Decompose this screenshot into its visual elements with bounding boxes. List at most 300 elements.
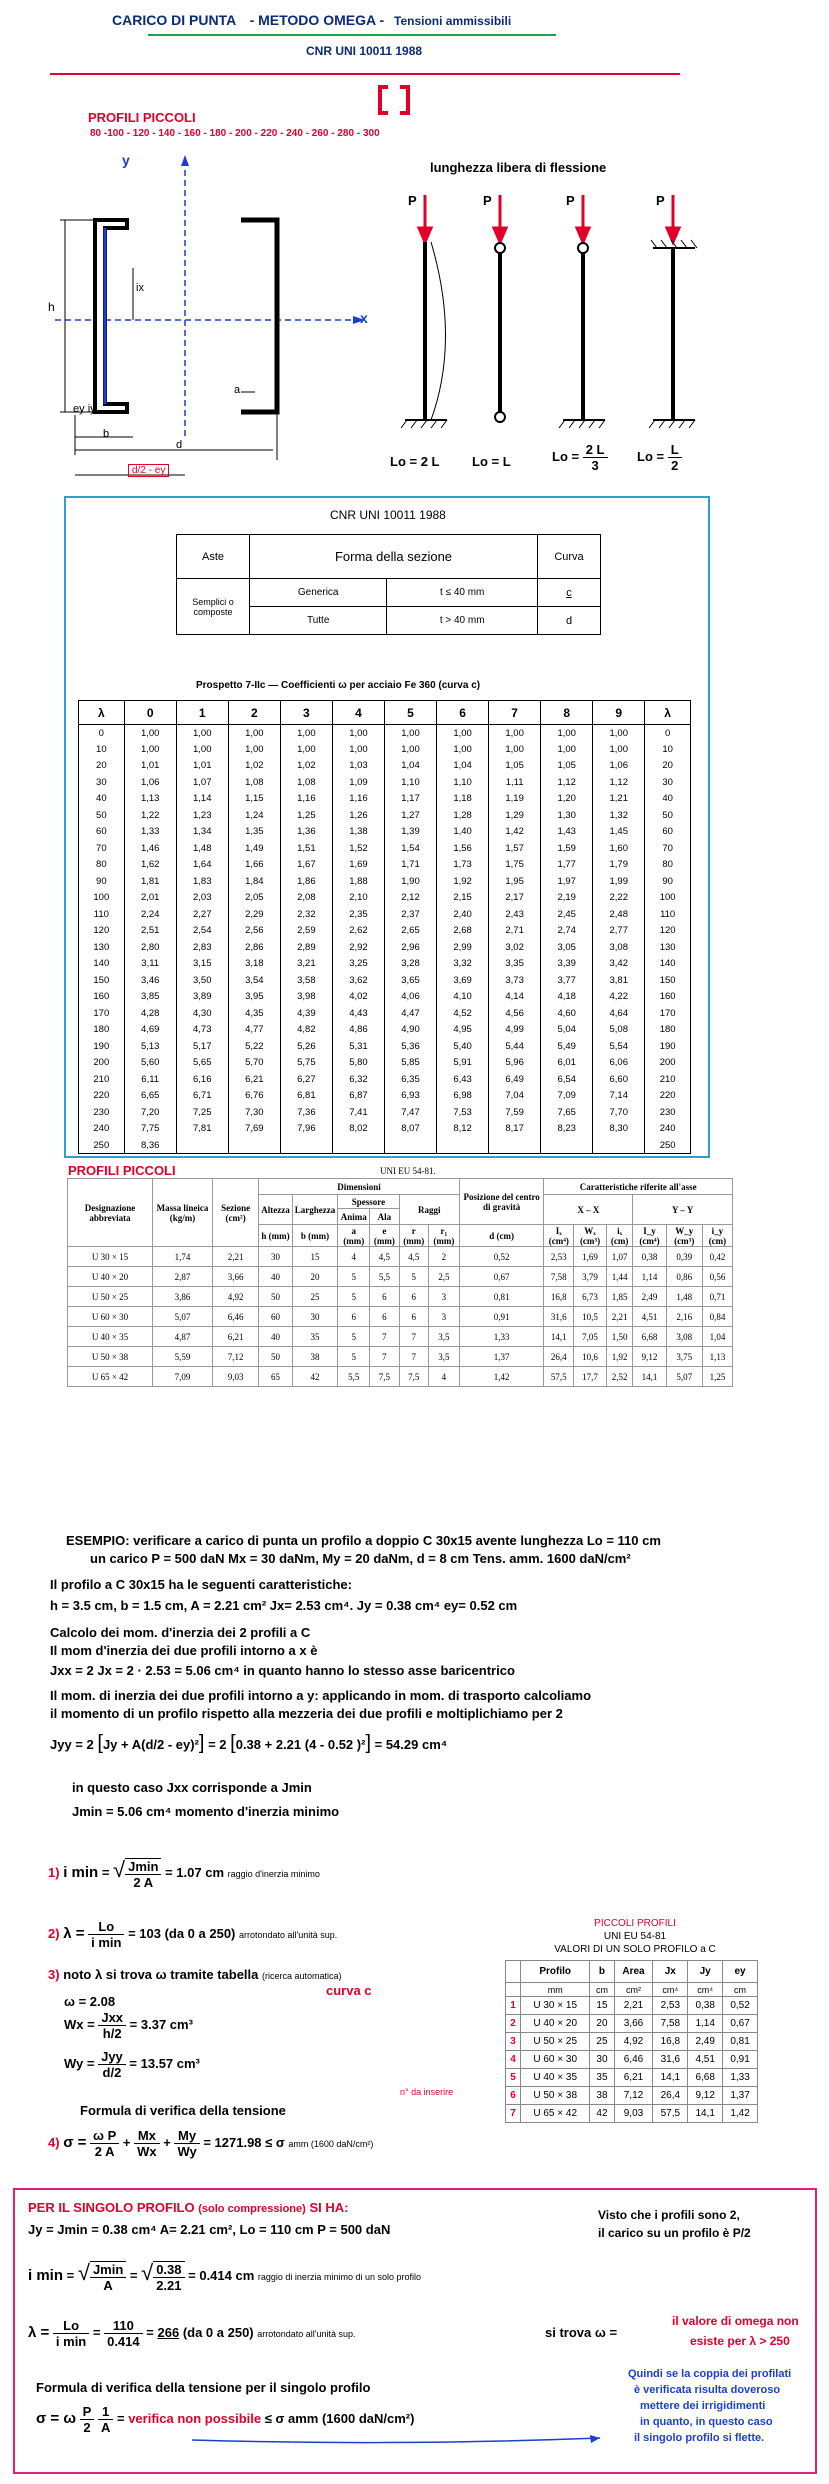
omega-cell: 1,81 xyxy=(124,873,176,890)
uni-cell: U 65 × 42 xyxy=(68,1367,153,1387)
n-inserire-label: n° da inserire xyxy=(400,2087,454,2097)
step-2-frac-num: Lo xyxy=(88,1919,124,1935)
lo3-prefix: Lo = xyxy=(552,448,580,464)
label-ey-iy xyxy=(73,403,96,415)
uni-row xyxy=(68,1307,733,1327)
omega-cell xyxy=(437,1137,489,1154)
uni-cell: 0,42 xyxy=(702,1247,732,1267)
single-lambda-range: (da 0 a 250) xyxy=(182,2324,254,2340)
uni-cell: 14,1 xyxy=(633,1367,666,1387)
omega-row xyxy=(79,939,691,956)
uni-h-ala: Ala xyxy=(370,1209,399,1225)
single-imin-result: = 0.414 cm xyxy=(188,2268,255,2283)
step-4-a-num: ω P xyxy=(90,2128,119,2144)
pp-cell: U 40 × 35 xyxy=(521,2069,590,2087)
omega-cell: 180 xyxy=(79,1022,125,1039)
omega-cell: 3,65 xyxy=(384,972,436,989)
omega-cell xyxy=(332,1137,384,1154)
omega-cell: 1,08 xyxy=(228,774,280,791)
omega-cell: 2,22 xyxy=(593,890,645,907)
single-blue-note-1: Quindi se la coppia dei profilati xyxy=(628,2368,792,2380)
pp-cell: 1,37 xyxy=(723,2087,758,2105)
pp-row-index[interactable]: 1 xyxy=(506,1997,521,2015)
uni-row xyxy=(68,1287,733,1307)
title-part2: - METODO OMEGA - xyxy=(249,12,385,28)
uni-cell: 42 xyxy=(292,1367,338,1387)
single-blue-note-2: è verificata risulta doveroso xyxy=(634,2384,781,2396)
omega-cell: 1,00 xyxy=(124,741,176,758)
omega-cell: 4,47 xyxy=(384,1005,436,1022)
uni-cell: 0,56 xyxy=(702,1267,732,1287)
example-line-11: in questo caso Jxx corrisponde a Jmin xyxy=(72,1780,312,1795)
title-part3: Tensioni ammissibili xyxy=(394,14,512,28)
pp-row[interactable] xyxy=(506,1997,758,2015)
uni-cell: 2,21 xyxy=(606,1307,632,1327)
omega-cell: 2,05 xyxy=(228,890,280,907)
omega-cell: 2,27 xyxy=(176,906,228,923)
example-line-6: Il mom d'inerzia dei due profili intorno a x è xyxy=(50,1643,318,1658)
omega-col-header: 2 xyxy=(228,701,280,725)
omega-cell: 120 xyxy=(645,923,691,940)
uni-h-raggi: Raggi xyxy=(399,1195,459,1225)
omega-cell: 6,06 xyxy=(593,1055,645,1072)
example-jyy-formula: Jyy = 2 [Jy + A(d/2 - ey)²] = 2 [0.38 + 2.21 (4 - 0.52 )²] = 54.29 cm⁴ xyxy=(50,1732,448,1754)
wy-result: = 13.57 cm³ xyxy=(129,2055,200,2071)
jyy-eq: = 2 xyxy=(208,1737,227,1752)
omega-cell: 1,90 xyxy=(384,873,436,890)
pp-row[interactable] xyxy=(506,2087,758,2105)
omega-cell: 7,81 xyxy=(176,1121,228,1138)
omega-cell: 3,11 xyxy=(124,956,176,973)
omega-cell: 2,83 xyxy=(176,939,228,956)
omega-cell: 200 xyxy=(645,1055,691,1072)
omega-cell xyxy=(384,1137,436,1154)
uni-cell: 6 xyxy=(399,1307,428,1327)
pp-col-header: Jx xyxy=(653,1961,688,1983)
omega-cell: 210 xyxy=(79,1071,125,1088)
omega-cell: 1,75 xyxy=(489,857,541,874)
uni-row xyxy=(68,1327,733,1347)
omega-row xyxy=(79,791,691,808)
uni-cell: 0,38 xyxy=(633,1247,666,1267)
omega-cell: 1,79 xyxy=(593,857,645,874)
uni-cell: 3,5 xyxy=(428,1347,459,1367)
omega-cell: 4,14 xyxy=(489,989,541,1006)
omega-cell: 1,22 xyxy=(124,807,176,824)
omega-cell: 8,17 xyxy=(489,1121,541,1138)
omega-cell: 1,10 xyxy=(437,774,489,791)
pp-cell: U 40 × 20 xyxy=(521,2015,590,2033)
single-si-trova: si trova ω = xyxy=(545,2325,618,2340)
omega-cell: 4,95 xyxy=(437,1022,489,1039)
uni-cell: 6,46 xyxy=(213,1307,259,1327)
omega-cell: 4,82 xyxy=(280,1022,332,1039)
pp-row-index[interactable]: 3 xyxy=(506,2033,521,2051)
step-4-result: = 1271.98 ≤ σ xyxy=(203,2134,285,2150)
pp-cell: U 30 × 15 xyxy=(521,1997,590,2015)
omega-row xyxy=(79,972,691,989)
pp-cell: 25 xyxy=(590,2033,614,2051)
pp-cell: 38 xyxy=(590,2087,614,2105)
profili-label: PROFILI PICCOLI xyxy=(88,110,196,125)
uni-cell: 16,8 xyxy=(544,1287,574,1307)
uni-cell: 5 xyxy=(338,1267,370,1287)
pp-row-index[interactable]: 5 xyxy=(506,2069,521,2087)
uni-cell: 1,04 xyxy=(702,1327,732,1347)
uni-h-xx: X – X xyxy=(544,1195,633,1225)
omega-cell: 1,00 xyxy=(280,725,332,742)
omega-cell: 1,64 xyxy=(176,857,228,874)
uni-cell: 3,66 xyxy=(213,1267,259,1287)
single-note-2: il carico su un profilo è P/2 xyxy=(598,2226,751,2240)
omega-cell: 80 xyxy=(79,857,125,874)
omega-cell: 20 xyxy=(645,758,691,775)
step-2-lhs: λ = xyxy=(63,1924,85,1942)
uni-h-yy: Y – Y xyxy=(633,1195,733,1225)
omega-col-header: 6 xyxy=(437,701,489,725)
omega-cell: 220 xyxy=(645,1088,691,1105)
uni-cell: 0,52 xyxy=(459,1247,544,1267)
omega-cell: 2,59 xyxy=(280,923,332,940)
single-blue-note-3: mettere dei irrigidimenti xyxy=(640,2400,766,2412)
omega-cell: 4,10 xyxy=(437,989,489,1006)
lo4-num: L xyxy=(668,442,682,458)
single-sigma-num2: 1 xyxy=(98,2404,113,2420)
pp-cell: 35 xyxy=(590,2069,614,2087)
omega-col-header: 3 xyxy=(280,701,332,725)
omega-cell: 1,42 xyxy=(489,824,541,841)
pp-row[interactable] xyxy=(506,2033,758,2051)
uni-cell: 35 xyxy=(292,1327,338,1347)
curve-table xyxy=(176,534,601,635)
step-4-lhs: σ = xyxy=(63,2133,87,2151)
omega-cell: 90 xyxy=(645,873,691,890)
step-3-curve: curva c xyxy=(326,1983,372,1998)
omega-cell: 1,27 xyxy=(384,807,436,824)
uni-cell: 2,87 xyxy=(153,1267,213,1287)
uni-cell: 5,59 xyxy=(153,1347,213,1367)
uni-cell: 40 xyxy=(259,1327,292,1347)
uni-cell: 0,39 xyxy=(666,1247,702,1267)
omega-cell: 3,89 xyxy=(176,989,228,1006)
omega-cell: 1,43 xyxy=(541,824,593,841)
pp-cell: 6,68 xyxy=(688,2069,723,2087)
omega-cell: 6,98 xyxy=(437,1088,489,1105)
omega-cell: 20 xyxy=(79,758,125,775)
uni-cell: 3 xyxy=(428,1307,459,1327)
omega-cell: 1,48 xyxy=(176,840,228,857)
omega-cell: 1,00 xyxy=(593,741,645,758)
pp-row[interactable] xyxy=(506,2051,758,2069)
omega-cell: 1,88 xyxy=(332,873,384,890)
label-b: b xyxy=(103,428,110,440)
step-3 xyxy=(48,1967,342,1982)
omega-cell: 8,02 xyxy=(332,1121,384,1138)
uni-cell: 25 xyxy=(292,1287,338,1307)
omega-cell xyxy=(593,1137,645,1154)
omega-cell: 200 xyxy=(79,1055,125,1072)
omega-cell: 2,86 xyxy=(228,939,280,956)
pp-cell: 4,92 xyxy=(614,2033,653,2051)
single-imin-den1: A xyxy=(103,2277,113,2293)
uni-cell: 30 xyxy=(259,1247,292,1267)
omega-cell: 3,62 xyxy=(332,972,384,989)
pp-row[interactable] xyxy=(506,2069,758,2087)
single-imin-den2: 2.21 xyxy=(156,2277,182,2293)
omega-cell: 4,30 xyxy=(176,1005,228,1022)
omega-col-header: 9 xyxy=(593,701,645,725)
step-4-b-num: Mx xyxy=(134,2128,160,2144)
omega-row xyxy=(79,1088,691,1105)
omega-cell: 1,00 xyxy=(489,725,541,742)
single-sigma-tail: ≤ σ amm (1600 daN/cm²) xyxy=(264,2410,415,2426)
label-a: a xyxy=(234,384,241,396)
pp-row-index[interactable]: 6 xyxy=(506,2087,521,2105)
wy-den: d/2 xyxy=(102,2065,122,2080)
pp-row[interactable] xyxy=(506,2015,758,2033)
omega-cell: 1,46 xyxy=(124,840,176,857)
omega-row xyxy=(79,956,691,973)
uni-cell: 30 xyxy=(292,1307,338,1327)
single-sigma-den2: A xyxy=(100,2420,111,2435)
omega-col-header: 0 xyxy=(124,701,176,725)
pp-index-unit xyxy=(506,1983,521,1997)
omega-cell: 1,00 xyxy=(489,741,541,758)
omega-cell: 90 xyxy=(79,873,125,890)
single-title-main: PER IL SINGOLO PROFILO xyxy=(28,2200,195,2215)
omega-cell: 1,51 xyxy=(280,840,332,857)
omega-cell: 1,00 xyxy=(541,741,593,758)
lo4-prefix: Lo = xyxy=(637,448,665,464)
uni-cell: 0,86 xyxy=(666,1267,702,1287)
omega-cell: 2,74 xyxy=(541,923,593,940)
omega-cell: 100 xyxy=(645,890,691,907)
uni-cell: 20 xyxy=(292,1267,338,1287)
uni-h-designazione: Designazione abbreviata xyxy=(68,1179,153,1247)
omega-cell: 7,65 xyxy=(541,1104,593,1121)
omega-cell xyxy=(280,1137,332,1154)
lo-label-4 xyxy=(637,442,682,473)
load-p-2: P xyxy=(483,193,492,208)
green-rule xyxy=(148,34,556,36)
omega-cell: 7,20 xyxy=(124,1104,176,1121)
omega-cell: 3,81 xyxy=(593,972,645,989)
pp-row-index[interactable]: 4 xyxy=(506,2051,521,2069)
uni-cell: 2,21 xyxy=(213,1247,259,1267)
omega-cell: 1,30 xyxy=(541,807,593,824)
single-imin-eq2: = xyxy=(129,2268,138,2283)
step-1-frac-num: Jmin xyxy=(125,1859,161,1875)
omega-cell: 1,05 xyxy=(541,758,593,775)
omega-cell: 4,69 xyxy=(124,1022,176,1039)
omega-cell: 160 xyxy=(645,989,691,1006)
omega-cell: 2,24 xyxy=(124,906,176,923)
uni-cell: 50 xyxy=(259,1347,292,1367)
omega-row xyxy=(79,1121,691,1138)
pp-col-header: ey xyxy=(723,1961,758,1983)
omega-cell: 1,09 xyxy=(332,774,384,791)
omega-cell: 7,96 xyxy=(280,1121,332,1138)
omega-cell: 7,53 xyxy=(437,1104,489,1121)
omega-cell: 6,43 xyxy=(437,1071,489,1088)
step-2-note: arrotondato all'unità sup. xyxy=(239,1929,338,1940)
omega-row xyxy=(79,989,691,1006)
omega-cell: 1,71 xyxy=(384,857,436,874)
single-blue-note-4: in quanto, in questo caso xyxy=(640,2416,773,2428)
omega-cell: 1,52 xyxy=(332,840,384,857)
omega-cell: 3,35 xyxy=(489,956,541,973)
omega-cell: 3,46 xyxy=(124,972,176,989)
uni-cell: 5,5 xyxy=(370,1267,399,1287)
omega-cell: 2,01 xyxy=(124,890,176,907)
omega-cell: 1,16 xyxy=(332,791,384,808)
omega-cell: 240 xyxy=(79,1121,125,1138)
uni-unit-header: Iₓ (cm⁴) xyxy=(544,1225,574,1247)
uni-cell: 4,92 xyxy=(213,1287,259,1307)
pp-cell: 1,42 xyxy=(723,2105,758,2123)
omega-row xyxy=(79,923,691,940)
channel-symbol-icon xyxy=(376,84,412,116)
uni-cell: 17,7 xyxy=(574,1367,607,1387)
uni-cell: 1,07 xyxy=(606,1247,632,1267)
omega-cell: 4,02 xyxy=(332,989,384,1006)
curve-cond2: t > 40 mm xyxy=(387,607,538,635)
omega-cell: 250 xyxy=(645,1137,691,1154)
uni-cell: 6 xyxy=(399,1287,428,1307)
pp-unit-header: cm xyxy=(590,1983,614,1997)
omega-cell: 1,00 xyxy=(124,725,176,742)
step-3-note: (ricerca automatica) xyxy=(262,1971,342,1981)
omega-cell: 1,35 xyxy=(228,824,280,841)
pp-row-index[interactable]: 2 xyxy=(506,2015,521,2033)
uni-cell: 3,75 xyxy=(666,1347,702,1367)
omega-cell: 60 xyxy=(645,824,691,841)
omega-cell: 170 xyxy=(79,1005,125,1022)
uni-cell: 1,69 xyxy=(574,1247,607,1267)
step-2-number: 2) xyxy=(48,1925,60,1941)
omega-cell: 240 xyxy=(645,1121,691,1138)
wx-num: Jxx xyxy=(98,2010,126,2026)
pp-cell: 0,38 xyxy=(688,1997,723,2015)
step-1-result: = 1.07 cm xyxy=(165,1865,224,1880)
omega-cell: 7,14 xyxy=(593,1088,645,1105)
step-3-number: 3) xyxy=(48,1967,60,1982)
pp-col-header: Area xyxy=(614,1961,653,1983)
omega-cell: 5,26 xyxy=(280,1038,332,1055)
omega-cell: 120 xyxy=(79,923,125,940)
uni-cell: 0,81 xyxy=(459,1287,544,1307)
omega-cell: 1,12 xyxy=(541,774,593,791)
uni-table-source: UNI EU 54-81. xyxy=(380,1166,436,1176)
omega-cell: 3,95 xyxy=(228,989,280,1006)
omega-cell: 1,19 xyxy=(489,791,541,808)
omega-cell: 110 xyxy=(79,906,125,923)
pp-cell: 2,49 xyxy=(688,2033,723,2051)
omega-cell: 2,92 xyxy=(332,939,384,956)
uni-h-spessore: Spessore xyxy=(338,1195,399,1209)
uni-cell: U 40 × 20 xyxy=(68,1267,153,1287)
omega-cell: 220 xyxy=(79,1088,125,1105)
single-sigma-den1: 2 xyxy=(83,2420,91,2435)
step-4-tail: amm (1600 daN/cm²) xyxy=(288,2138,374,2149)
omega-cell: 1,57 xyxy=(489,840,541,857)
omega-cell: 4,56 xyxy=(489,1005,541,1022)
pp-row-index[interactable]: 7 xyxy=(506,2105,521,2123)
omega-cell: 150 xyxy=(79,972,125,989)
omega-cell: 1,14 xyxy=(176,791,228,808)
uni-cell: 0,91 xyxy=(459,1307,544,1327)
wx-lhs: Wx = xyxy=(64,2016,95,2032)
omega-cell: 1,16 xyxy=(280,791,332,808)
uni-h-larghezza: Larghezza xyxy=(292,1195,338,1225)
omega-cell: 60 xyxy=(79,824,125,841)
omega-cell: 3,54 xyxy=(228,972,280,989)
uni-cell: 6 xyxy=(370,1307,399,1327)
omega-cell: 4,73 xyxy=(176,1022,228,1039)
omega-cell: 1,83 xyxy=(176,873,228,890)
example-line-1: ESEMPIO: verificare a carico di punta un profilo a doppio C 30x15 avente lunghezza Lo = 110 cm xyxy=(66,1533,661,1548)
pp-row[interactable] xyxy=(506,2105,758,2123)
norm-label: CNR UNI 10011 1988 xyxy=(306,44,423,58)
omega-cell: 7,36 xyxy=(280,1104,332,1121)
omega-cell: 8,36 xyxy=(124,1137,176,1154)
omega-cell: 1,00 xyxy=(176,741,228,758)
uni-cell: 5 xyxy=(338,1287,370,1307)
omega-cell: 1,62 xyxy=(124,857,176,874)
omega-cell: 1,05 xyxy=(489,758,541,775)
omega-table xyxy=(78,700,691,1154)
omega-cell: 1,00 xyxy=(384,741,436,758)
uni-cell: 3,5 xyxy=(428,1327,459,1347)
omega-cell: 1,04 xyxy=(384,758,436,775)
omega-cell: 7,09 xyxy=(541,1088,593,1105)
uni-cell: 14,1 xyxy=(544,1327,574,1347)
example-line-5: Calcolo dei mom. d'inerzia dei 2 profili a C xyxy=(50,1625,311,1640)
single-lambda-num1: Lo xyxy=(53,2318,89,2334)
pp-cell: 14,1 xyxy=(653,2069,688,2087)
curve-generica: Generica xyxy=(250,579,387,607)
omega-cell: 140 xyxy=(645,956,691,973)
uni-cell: 7 xyxy=(370,1327,399,1347)
omega-cell: 230 xyxy=(79,1104,125,1121)
buckling-columns-diagram xyxy=(375,180,705,480)
omega-row xyxy=(79,807,691,824)
wy-num: Jyy xyxy=(98,2049,126,2065)
omega-cell: 4,28 xyxy=(124,1005,176,1022)
uni-unit-header: I_y (cm⁴) xyxy=(633,1225,666,1247)
pp-table xyxy=(505,1960,758,2123)
omega-cell: 4,35 xyxy=(228,1005,280,1022)
step-1-number: 1) xyxy=(48,1865,60,1880)
pp-unit-header: cm² xyxy=(614,1983,653,1997)
uni-cell: U 60 × 30 xyxy=(68,1307,153,1327)
uni-row xyxy=(68,1247,733,1267)
uni-cell: 7,5 xyxy=(370,1367,399,1387)
omega-cell: 1,06 xyxy=(124,774,176,791)
omega-cell: 10 xyxy=(79,741,125,758)
omega-cell: 1,00 xyxy=(176,725,228,742)
example-line-2: un carico P = 500 daN Mx = 30 daNm, My = 20 daNm, d = 8 cm Tens. amm. 1600 daN/cm² xyxy=(90,1551,631,1566)
omega-cell: 0 xyxy=(79,725,125,742)
omega-cell: 4,77 xyxy=(228,1022,280,1039)
uni-cell: 3,86 xyxy=(153,1287,213,1307)
example-line-7: Jxx = 2 Jx = 2 · 2.53 = 5.06 cm⁴ in quanto hanno lo stesso asse baricentrico xyxy=(50,1663,515,1678)
uni-cell: 2,52 xyxy=(606,1367,632,1387)
label-d2-ey: d/2 - ey xyxy=(128,464,169,477)
omega-cell: 130 xyxy=(79,939,125,956)
omega-cell: 2,10 xyxy=(332,890,384,907)
pp-cell: 57,5 xyxy=(653,2105,688,2123)
